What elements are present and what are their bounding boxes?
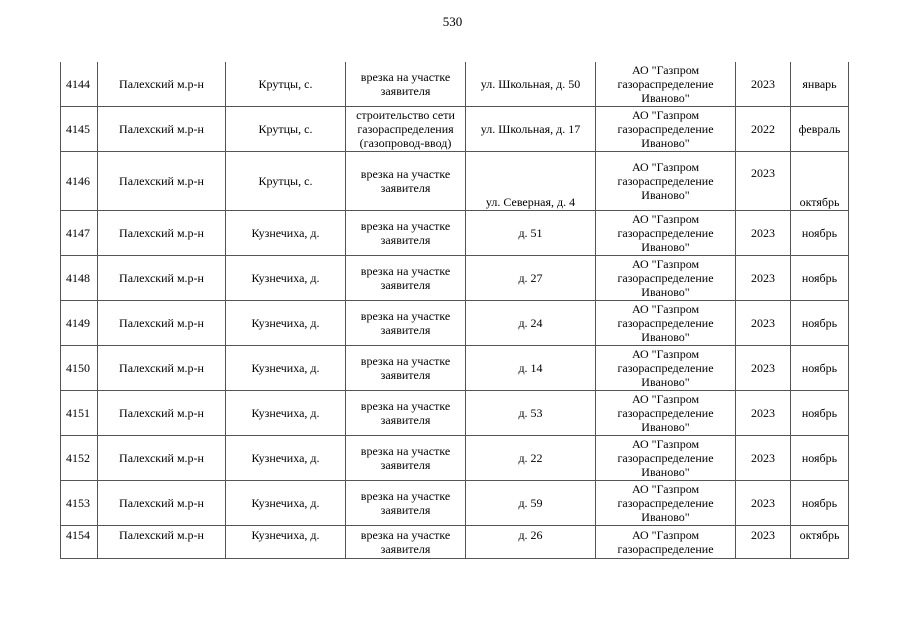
cell-month: ноябрь	[791, 301, 849, 346]
cell-district: Палехский м.р-н	[98, 301, 226, 346]
cell-month: ноябрь	[791, 211, 849, 256]
cell-district: Палехский м.р-н	[98, 391, 226, 436]
table-row	[61, 62, 849, 107]
table-row	[61, 391, 849, 436]
cell-address: д. 53	[466, 391, 596, 436]
cell-org: АО "Газпром газораспределение Иваново"	[596, 256, 736, 301]
table-row	[61, 526, 849, 559]
cell-address: д. 27	[466, 256, 596, 301]
cell-org: АО "Газпром газораспределение Иваново"	[596, 346, 736, 391]
cell-district: Палехский м.р-н	[98, 211, 226, 256]
cell-address: ул. Северная, д. 4	[466, 152, 596, 211]
cell-num: 4154	[61, 526, 98, 559]
cell-year: 2023	[736, 301, 791, 346]
cell-district: Палехский м.р-н	[98, 481, 226, 526]
cell-district: Палехский м.р-н	[98, 62, 226, 107]
cell-year: 2023	[736, 526, 791, 559]
table-row	[61, 481, 849, 526]
cell-year: 2023	[736, 256, 791, 301]
cell-year: 2022	[736, 107, 791, 152]
cell-work: врезка на участке заявителя	[346, 346, 466, 391]
cell-address: ул. Школьная, д. 17	[466, 107, 596, 152]
cell-district: Палехский м.р-н	[98, 526, 226, 559]
cell-org: АО "Газпром газораспределение Иваново"	[596, 107, 736, 152]
table-row	[61, 211, 849, 256]
table-row	[61, 346, 849, 391]
cell-org: АО "Газпром газораспределение Иваново"	[596, 62, 736, 107]
cell-work: врезка на участке заявителя	[346, 211, 466, 256]
cell-month: ноябрь	[791, 391, 849, 436]
cell-num: 4150	[61, 346, 98, 391]
cell-num: 4146	[61, 152, 98, 211]
cell-month: ноябрь	[791, 481, 849, 526]
cell-work: врезка на участке заявителя	[346, 391, 466, 436]
cell-locality: Кузнечиха, д.	[226, 481, 346, 526]
cell-month: ноябрь	[791, 346, 849, 391]
cell-month: февраль	[791, 107, 849, 152]
cell-year: 2023	[736, 481, 791, 526]
cell-address: д. 26	[466, 526, 596, 559]
table-row	[61, 301, 849, 346]
cell-year: 2023	[736, 62, 791, 107]
cell-month: январь	[791, 62, 849, 107]
cell-num: 4151	[61, 391, 98, 436]
table-row	[61, 107, 849, 152]
cell-district: Палехский м.р-н	[98, 152, 226, 211]
cell-district: Палехский м.р-н	[98, 107, 226, 152]
cell-num: 4152	[61, 436, 98, 481]
table-row	[61, 436, 849, 481]
cell-org: АО "Газпром газораспределение	[596, 526, 736, 559]
cell-month: октябрь	[791, 526, 849, 559]
cell-num: 4153	[61, 481, 98, 526]
cell-locality: Кузнечиха, д.	[226, 256, 346, 301]
cell-org: АО "Газпром газораспределение Иваново"	[596, 481, 736, 526]
cell-org: АО "Газпром газораспределение Иваново"	[596, 152, 736, 211]
cell-num: 4147	[61, 211, 98, 256]
table-row	[61, 256, 849, 301]
cell-year: 2023	[736, 346, 791, 391]
cell-district: Палехский м.р-н	[98, 256, 226, 301]
cell-locality: Кузнечиха, д.	[226, 346, 346, 391]
cell-org: АО "Газпром газораспределение Иваново"	[596, 391, 736, 436]
cell-num: 4144	[61, 62, 98, 107]
gasification-table	[60, 62, 849, 559]
cell-locality: Кузнечиха, д.	[226, 436, 346, 481]
cell-locality: Кузнечиха, д.	[226, 391, 346, 436]
cell-district: Палехский м.р-н	[98, 436, 226, 481]
cell-month: ноябрь	[791, 436, 849, 481]
cell-address: д. 51	[466, 211, 596, 256]
cell-year: 2023	[736, 211, 791, 256]
cell-org: АО "Газпром газораспределение Иваново"	[596, 211, 736, 256]
cell-locality: Крутцы, с.	[226, 62, 346, 107]
cell-month: октябрь	[791, 152, 849, 211]
cell-locality: Крутцы, с.	[226, 152, 346, 211]
cell-org: АО "Газпром газораспределение Иваново"	[596, 301, 736, 346]
cell-num: 4145	[61, 107, 98, 152]
cell-address: д. 22	[466, 436, 596, 481]
cell-address: д. 59	[466, 481, 596, 526]
cell-district: Палехский м.р-н	[98, 346, 226, 391]
cell-locality: Крутцы, с.	[226, 107, 346, 152]
cell-num: 4148	[61, 256, 98, 301]
cell-year: 2023	[736, 436, 791, 481]
cell-work: врезка на участке заявителя	[346, 526, 466, 559]
cell-work: врезка на участке заявителя	[346, 256, 466, 301]
table-row	[61, 152, 849, 211]
cell-num: 4149	[61, 301, 98, 346]
cell-locality: Кузнечиха, д.	[226, 526, 346, 559]
cell-work: врезка на участке заявителя	[346, 436, 466, 481]
cell-work: врезка на участке заявителя	[346, 301, 466, 346]
cell-locality: Кузнечиха, д.	[226, 211, 346, 256]
cell-month: ноябрь	[791, 256, 849, 301]
cell-work: врезка на участке заявителя	[346, 62, 466, 107]
cell-work: врезка на участке заявителя	[346, 152, 466, 211]
page-number: 530	[442, 14, 463, 29]
cell-year: 2023	[736, 152, 791, 211]
cell-address: д. 24	[466, 301, 596, 346]
cell-org: АО "Газпром газораспределение Иваново"	[596, 436, 736, 481]
cell-address: д. 14	[466, 346, 596, 391]
cell-work: строительство сети газораспределения (газопровод-ввод)	[346, 107, 466, 152]
cell-locality: Кузнечиха, д.	[226, 301, 346, 346]
cell-year: 2023	[736, 391, 791, 436]
cell-work: врезка на участке заявителя	[346, 481, 466, 526]
cell-address: ул. Школьная, д. 50	[466, 62, 596, 107]
